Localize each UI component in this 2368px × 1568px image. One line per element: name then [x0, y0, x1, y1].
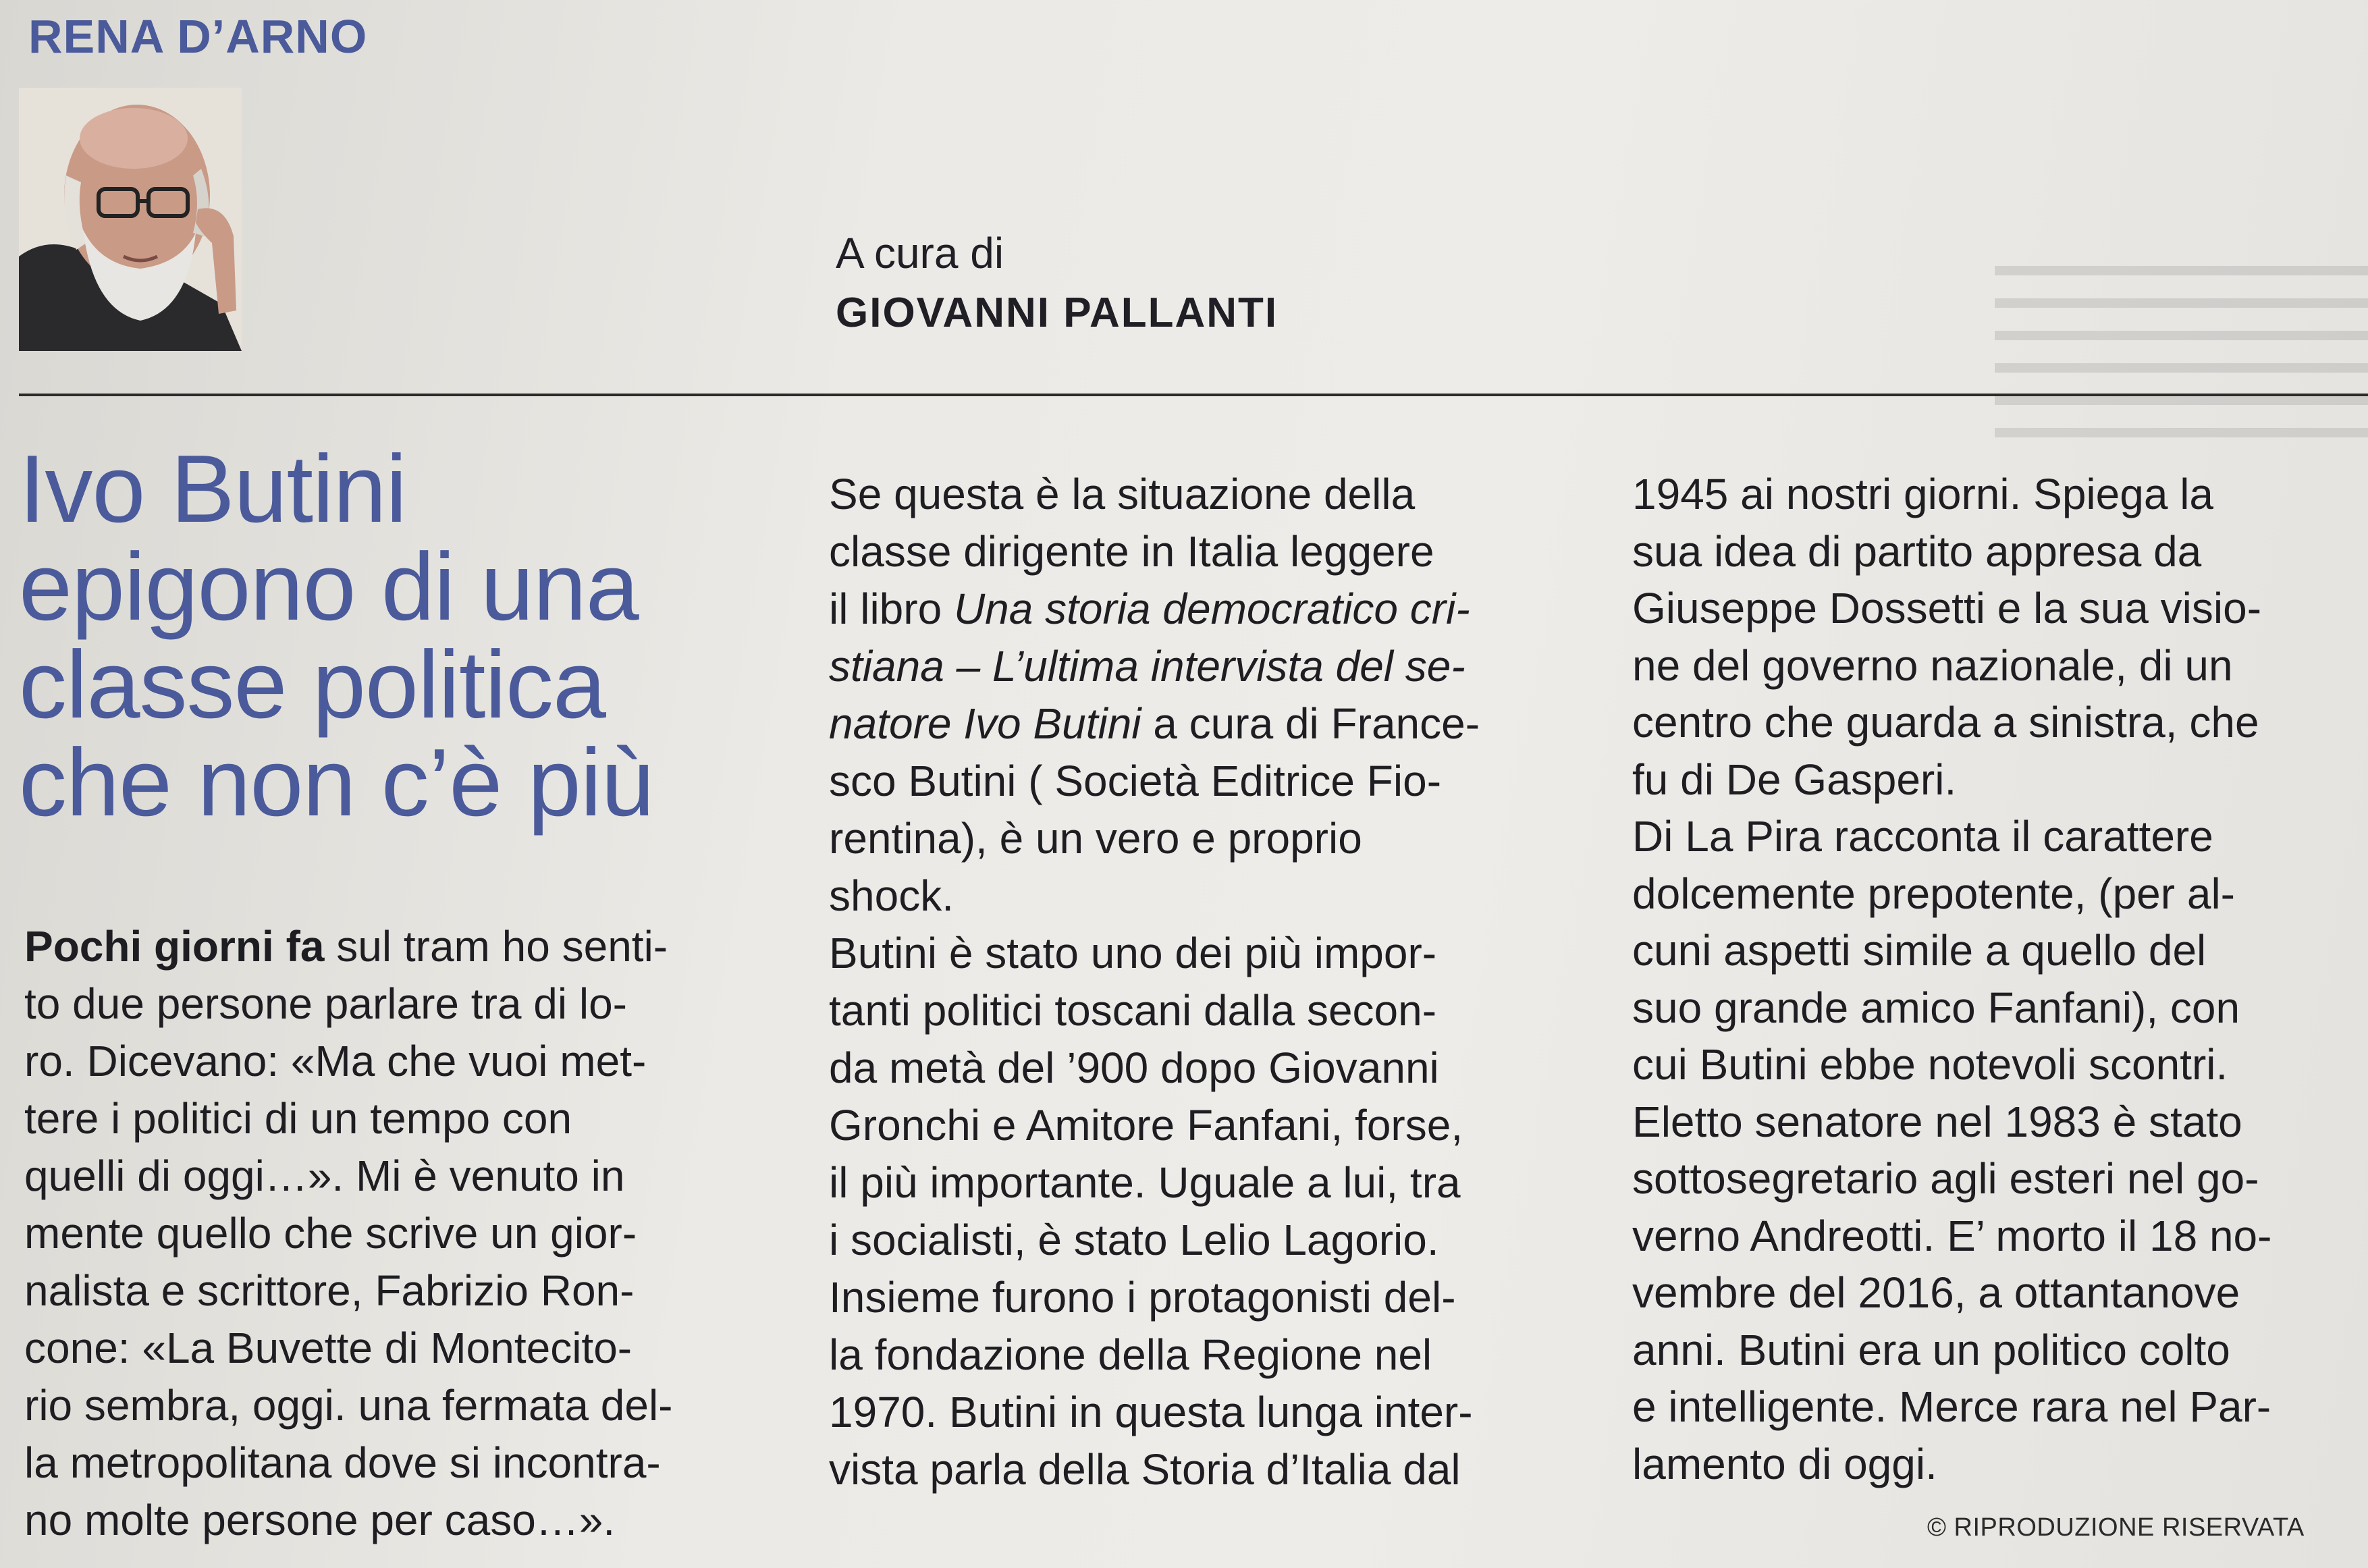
article-column-3	[1632, 466, 2352, 1492]
headline-line: che non c’è più	[19, 729, 654, 836]
headline-line: epigono di una	[19, 533, 639, 641]
column-line	[829, 695, 1546, 753]
book-title: stiana – L’ultima intervista del se-	[829, 642, 1465, 691]
column-line: rio sembra, oggi. una fermata del-	[24, 1381, 673, 1430]
column-line: sottosegretario agli esteri nel go-	[1632, 1154, 2259, 1203]
column-line: ro. Dicevano: «Ma che vuoi met-	[24, 1037, 647, 1085]
column-line: Giuseppe Dossetti e la sua visio-	[1632, 584, 2261, 632]
lead-in: Pochi giorni fa	[24, 922, 325, 971]
column-line: ne del governo nazionale, di un	[1632, 641, 2233, 690]
column-text: sul tram ho senti-	[324, 922, 668, 971]
book-title: natore Ivo Butini	[829, 699, 1141, 748]
copyright-notice: © RIPRODUZIONE RISERVATA	[1927, 1513, 2305, 1542]
column-line: la fondazione della Regione nel	[829, 1330, 1432, 1379]
column-line: verno Andreotti. E’ morto il 18 no-	[1632, 1211, 2272, 1260]
column-line: dolcemente prepotente, (per al-	[1632, 869, 2235, 918]
headline-line: classe politica	[19, 631, 606, 738]
curator-label: A cura di	[836, 229, 1004, 277]
column-line: Insieme furono i protagonisti del-	[829, 1273, 1456, 1322]
column-line: e intelligente. Merce rara nel Par-	[1632, 1382, 2271, 1431]
column-line: Eletto senatore nel 1983 è stato	[1632, 1097, 2242, 1146]
column-line: i socialisti, è stato Lelio Lagorio.	[829, 1216, 1439, 1264]
header-rule	[19, 394, 2368, 396]
column-line: Di La Pira racconta il carattere	[1632, 812, 2213, 861]
article-column-2	[829, 466, 1546, 1498]
column-line: shock.	[829, 871, 954, 920]
headline-line: Ivo Butini	[19, 435, 407, 543]
column-line: tere i politici di un tempo con	[24, 1094, 572, 1143]
column-line: cui Butini ebbe notevoli scontri.	[1632, 1040, 2228, 1089]
column-line: to due persone parlare tra di lo-	[24, 979, 627, 1028]
column-line: Gronchi e Amitore Fanfani, forse,	[829, 1101, 1463, 1150]
column-line: il più importante. Uguale a lui, tra	[829, 1158, 1461, 1207]
column-line: Butini è stato uno dei più impor-	[829, 929, 1437, 977]
column-line: anni. Butini era un politico colto	[1632, 1325, 2230, 1374]
column-line: quelli di oggi…». Mi è venuto in	[24, 1152, 625, 1200]
column-line: sco Butini ( Società Editrice Fio-	[829, 757, 1441, 805]
article-column-1	[24, 918, 755, 1549]
column-line: suo grande amico Fanfani), con	[1632, 983, 2240, 1032]
column-line: cuni aspetti simile a quello del	[1632, 926, 2207, 975]
column-line: vista parla della Storia d’Italia dal	[829, 1445, 1461, 1494]
section-title: RENA D’ARNO	[28, 10, 368, 63]
column-line: 1945 ai nostri giorni. Spiega la	[1632, 470, 2213, 518]
article-headline	[19, 435, 815, 836]
column-line: vembre del 2016, a ottantanove	[1632, 1268, 2240, 1317]
column-text: a cura di France-	[1141, 699, 1480, 748]
column-text: il libro	[829, 585, 954, 633]
column-line	[24, 918, 755, 975]
column-line: centro che guarda a sinistra, che	[1632, 698, 2259, 747]
author-portrait-photo	[19, 88, 242, 351]
column-line: no molte persone per caso…».	[24, 1496, 616, 1544]
column-line: Se questa è la situazione della	[829, 470, 1416, 518]
column-line: sua idea di partito appresa da	[1632, 526, 2202, 576]
column-line: classe dirigente in Italia leggere	[829, 527, 1434, 576]
column-line: cone: «La Buvette di Montecito-	[24, 1324, 633, 1372]
book-title: Una storia democratico cri-	[953, 585, 1470, 633]
column-line: rentina), è un vero e proprio	[829, 814, 1362, 863]
bleed-through-text	[1995, 243, 2368, 466]
curator-name: GIOVANNI PALLANTI	[836, 290, 1279, 336]
column-line: la metropolitana dove si incontra-	[24, 1438, 661, 1487]
column-line: da metà del ’900 dopo Giovanni	[829, 1044, 1439, 1092]
column-line: nalista e scrittore, Fabrizio Ron-	[24, 1266, 635, 1315]
column-line: mente quello che scrive un gior-	[24, 1209, 637, 1258]
column-line	[829, 580, 1546, 638]
column-line: 1970. Butini in questa lunga inter-	[829, 1388, 1473, 1436]
column-line: fu di De Gasperi.	[1632, 755, 1957, 804]
column-line: lamento di oggi.	[1632, 1439, 1937, 1488]
column-line: tanti politici toscani dalla secon-	[829, 986, 1437, 1035]
